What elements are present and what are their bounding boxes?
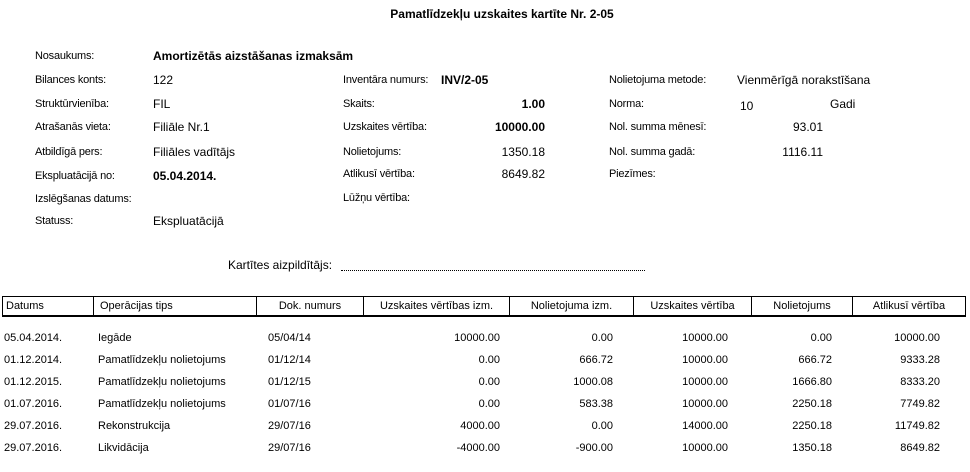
cell-nolietojums: 1350.18 bbox=[792, 442, 832, 454]
label-nolietojums: Nolietojums: bbox=[343, 146, 402, 158]
value-atrasanas-vieta: Filiāle Nr.1 bbox=[153, 120, 210, 134]
cell-atlikusi-vertiba: 11749.82 bbox=[894, 420, 940, 432]
cell-uzskaites-vertibas-izm: 0.00 bbox=[478, 376, 500, 388]
header-datums: Datums bbox=[6, 300, 44, 312]
cell-dok-numurs: 05/04/14 bbox=[268, 332, 311, 344]
label-ekspluatacija-no: Ekspluatācijā no: bbox=[35, 170, 115, 182]
value-ekspluatacija-no: 05.04.2014. bbox=[153, 169, 217, 183]
cell-uzskaites-vertibas-izm: 0.00 bbox=[478, 354, 500, 366]
cell-uzskaites-vertibas-izm: -4000.00 bbox=[456, 442, 500, 454]
cell-atlikusi-vertiba: 10000.00 bbox=[894, 332, 940, 344]
value-norma: 10 bbox=[740, 99, 754, 113]
cell-datums: 29.07.2016. bbox=[4, 420, 63, 432]
cell-atlikusi-vertiba: 8333.20 bbox=[900, 376, 940, 388]
label-skaits: Skaits: bbox=[343, 98, 375, 110]
value-nosaukums: Amortizētās aizstāšanas izmaksām bbox=[153, 49, 354, 63]
label-statuss: Statuss: bbox=[35, 215, 74, 227]
value-nol-summa-menesi: 93.01 bbox=[792, 120, 823, 134]
signature-line bbox=[341, 270, 645, 271]
label-atbildiga-pers: Atbildīgā pers: bbox=[35, 146, 103, 158]
cell-nolietojuma-izm: 0.00 bbox=[591, 420, 613, 432]
cell-atlikusi-vertiba: 8649.82 bbox=[900, 442, 940, 454]
cell-datums: 01.12.2014. bbox=[4, 354, 63, 366]
label-luzuma-vertiba: Lūžņu vērtība: bbox=[343, 192, 410, 204]
cell-uzskaites-vertiba: 10000.00 bbox=[682, 376, 728, 388]
table-header bbox=[2, 296, 966, 317]
card-title: Pamatlīdzekļu uzskaites kartīte Nr. 2-05 bbox=[390, 7, 614, 21]
cell-uzskaites-vertiba: 10000.00 bbox=[682, 354, 728, 366]
cell-nolietojums: 0.00 bbox=[810, 332, 832, 344]
header-dok-numurs: Dok. numurs bbox=[256, 297, 363, 315]
label-uzskaites-vertiba: Uzskaites vērtība: bbox=[343, 121, 427, 133]
label-nol-summa-gada: Nol. summa gadā: bbox=[609, 146, 696, 158]
cell-nolietojums: 666.72 bbox=[798, 354, 832, 366]
cell-atlikusi-vertiba: 9333.28 bbox=[900, 354, 940, 366]
label-nosaukums: Nosaukums: bbox=[35, 50, 95, 62]
value-atlikusi-vertiba: 8649.82 bbox=[501, 167, 545, 181]
cell-nolietojums: 2250.18 bbox=[792, 398, 832, 410]
label-izslegsanas-datums: Izslēgšanas datums: bbox=[35, 193, 132, 205]
table-row bbox=[2, 349, 966, 371]
value-bilances-konts: 122 bbox=[153, 73, 174, 87]
cell-nolietojums: 1666.80 bbox=[792, 376, 832, 388]
cell-datums: 05.04.2014. bbox=[4, 332, 63, 344]
value-atbildiga-pers: Filiāles vadītājs bbox=[153, 145, 236, 159]
table-row bbox=[2, 371, 966, 393]
value-skaits: 1.00 bbox=[521, 97, 545, 111]
cell-operacijas-tips: Pamatlīdzekļu nolietojums bbox=[98, 376, 226, 388]
label-strukturvieniba: Struktūrvienība: bbox=[35, 98, 109, 110]
label-kartites-aizpilditajs: Kartītes aizpildītājs: bbox=[228, 258, 333, 272]
cell-nolietojuma-izm: 1000.08 bbox=[573, 376, 613, 388]
cell-nolietojuma-izm: 666.72 bbox=[579, 354, 613, 366]
cell-nolietojums: 2250.18 bbox=[792, 420, 832, 432]
cell-uzskaites-vertiba: 10000.00 bbox=[682, 398, 728, 410]
label-nol-summa-menesi: Nol. summa mēnesī: bbox=[609, 121, 707, 133]
value-nolietojums: 1350.18 bbox=[501, 145, 545, 159]
header-uzskaites-vertiba: Uzskaites vērtība bbox=[633, 297, 751, 315]
table-row bbox=[2, 415, 966, 437]
cell-datums: 01.12.2015. bbox=[4, 376, 63, 388]
cell-dok-numurs: 29/07/16 bbox=[268, 442, 311, 454]
cell-operacijas-tips: Iegāde bbox=[98, 332, 132, 344]
header-nolietojums: Nolietojums bbox=[751, 297, 852, 315]
cell-operacijas-tips: Rekonstrukcija bbox=[98, 420, 171, 432]
cell-operacijas-tips: Pamatlīdzekļu nolietojums bbox=[98, 354, 226, 366]
label-bilances-konts: Bilances konts: bbox=[35, 74, 106, 86]
cell-datums: 01.07.2016. bbox=[4, 398, 63, 410]
table-row bbox=[2, 393, 966, 415]
cell-dok-numurs: 29/07/16 bbox=[268, 420, 311, 432]
value-uzskaites-vertiba: 10000.00 bbox=[494, 120, 545, 134]
cell-operacijas-tips: Pamatlīdzekļu nolietojums bbox=[98, 398, 226, 410]
label-inventara-numurs: Inventāra numurs: bbox=[343, 74, 429, 86]
cell-uzskaites-vertibas-izm: 0.00 bbox=[478, 398, 500, 410]
header-atlikusi-vertiba: Atlikusī vērtība bbox=[852, 297, 965, 315]
header-nolietojuma-izm: Nolietojuma izm. bbox=[509, 297, 633, 315]
label-atrasanas-vieta: Atrašanās vieta: bbox=[35, 121, 111, 133]
header-operacijas-tips: Operācijas tips bbox=[93, 297, 256, 315]
value-strukturvieniba: FIL bbox=[153, 97, 171, 111]
cell-nolietojuma-izm: 0.00 bbox=[591, 332, 613, 344]
value-norma-unit: Gadi bbox=[830, 97, 856, 111]
cell-dok-numurs: 01/12/15 bbox=[268, 376, 311, 388]
cell-atlikusi-vertiba: 7749.82 bbox=[900, 398, 940, 410]
value-nol-summa-gada: 1116.11 bbox=[782, 145, 823, 159]
label-nolietojuma-metode: Nolietojuma metode: bbox=[609, 74, 707, 86]
header-uzskaites-vertibas-izm: Uzskaites vērtības izm. bbox=[363, 297, 509, 315]
cell-uzskaites-vertiba: 10000.00 bbox=[682, 332, 728, 344]
cell-uzskaites-vertiba: 10000.00 bbox=[682, 442, 728, 454]
value-nolietojuma-metode: Vienmērīgā norakstīšana bbox=[737, 73, 871, 87]
cell-operacijas-tips: Likvidācija bbox=[98, 442, 149, 454]
value-statuss: Ekspluatācijā bbox=[153, 214, 224, 228]
label-atlikusi-vertiba: Atlikusī vērtība: bbox=[343, 168, 415, 180]
cell-nolietojuma-izm: -900.00 bbox=[575, 442, 613, 454]
cell-dok-numurs: 01/07/16 bbox=[268, 398, 311, 410]
cell-uzskaites-vertiba: 14000.00 bbox=[682, 420, 728, 432]
label-piezimes: Piezīmes: bbox=[609, 168, 656, 180]
cell-nolietojuma-izm: 583.38 bbox=[579, 398, 613, 410]
table-row bbox=[2, 437, 966, 459]
cell-uzskaites-vertibas-izm: 4000.00 bbox=[460, 420, 500, 432]
table-row bbox=[2, 327, 966, 349]
label-norma: Norma: bbox=[609, 98, 644, 110]
cell-uzskaites-vertibas-izm: 10000.00 bbox=[454, 332, 500, 344]
cell-datums: 29.07.2016. bbox=[4, 442, 63, 454]
cell-dok-numurs: 01/12/14 bbox=[268, 354, 311, 366]
value-inventara-numurs: INV/2-05 bbox=[441, 73, 489, 87]
operations-table bbox=[2, 296, 966, 454]
